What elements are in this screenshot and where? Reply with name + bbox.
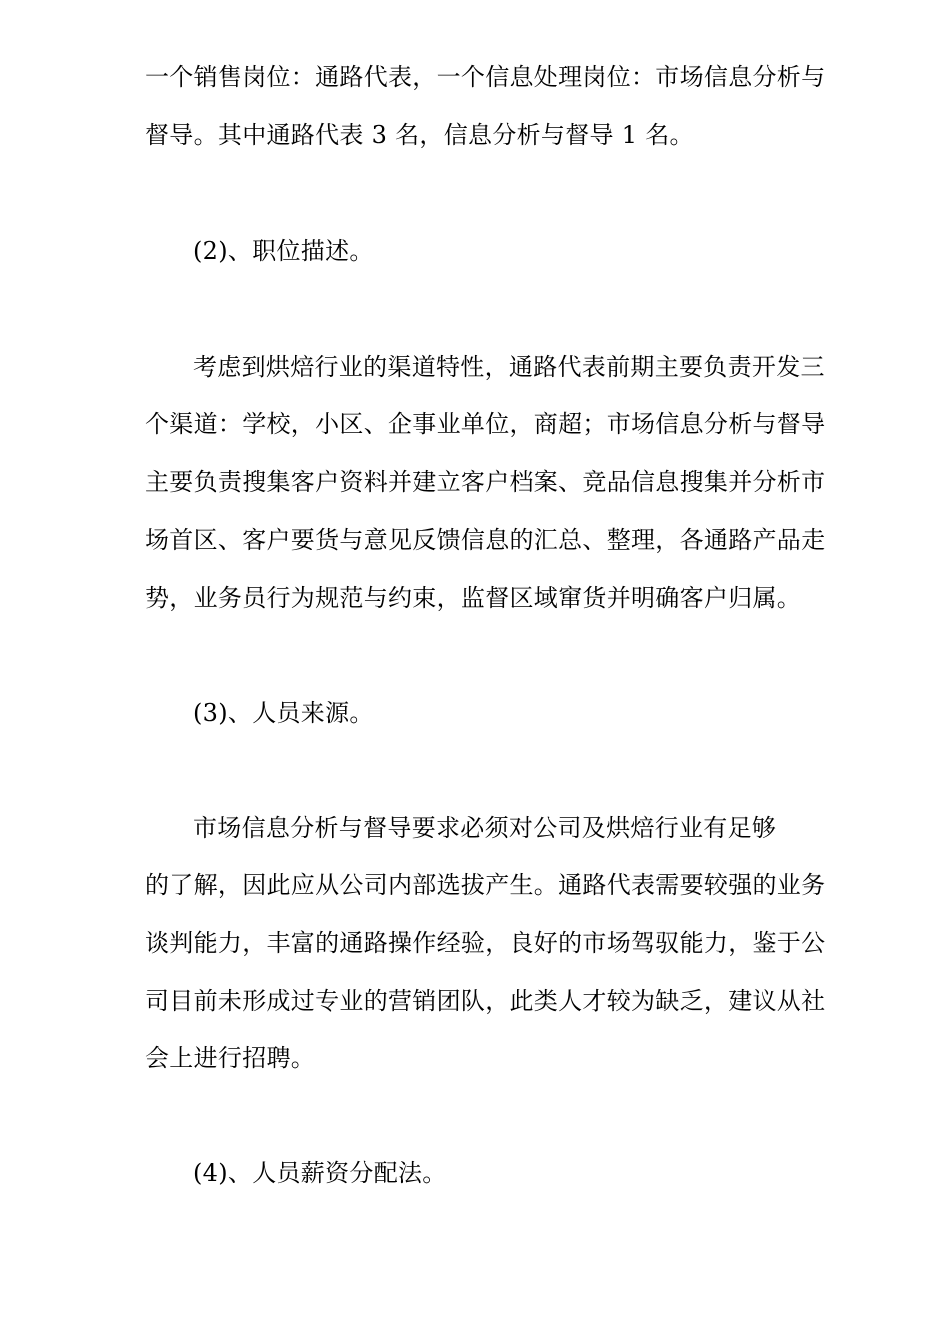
section-3-paragraph-line: 的了解，因此应从公司内部选拔产生。通路代表需要较强的业务 [145, 871, 826, 899]
section-2-paragraph-line: 主要负责搜集客户资料并建立客户档案、竞品信息搜集并分析市 [145, 468, 826, 496]
section-2-paragraph-line: 势，业务员行为规范与约束，监督区域窜货并明确客户归属。 [145, 584, 802, 612]
section-2-heading: (2)、职位描述。 [193, 237, 374, 265]
section-2-paragraph-line: 场首区、客户要货与意见反馈信息的汇总、整理，各通路产品走 [145, 526, 826, 554]
section-2-paragraph-line: 考虑到烘焙行业的渠道特性，通路代表前期主要负责开发三 [193, 353, 825, 381]
section-3-paragraph-line: 会上进行招聘。 [145, 1044, 316, 1072]
intro-line-2: 督导。其中通路代表 3 名，信息分析与督导 1 名。 [145, 121, 694, 149]
section-4-heading: (4)、人员薪资分配法。 [193, 1159, 447, 1187]
intro-line-1: 一个销售岗位：通路代表，一个信息处理岗位：市场信息分析与 [145, 63, 826, 91]
section-3-paragraph-line: 市场信息分析与督导要求必须对公司及烘焙行业有足够 [193, 814, 777, 842]
section-3-paragraph-line: 司目前未形成过专业的营销团队，此类人才较为缺乏，建议从社 [145, 987, 826, 1015]
section-2-paragraph-line: 个渠道：学校，小区、企事业单位，商超；市场信息分析与督导 [145, 410, 826, 438]
section-3-heading: (3)、人员来源。 [193, 699, 374, 727]
section-3-paragraph-line: 谈判能力，丰富的通路操作经验，良好的市场驾驭能力，鉴于公 [145, 929, 826, 957]
